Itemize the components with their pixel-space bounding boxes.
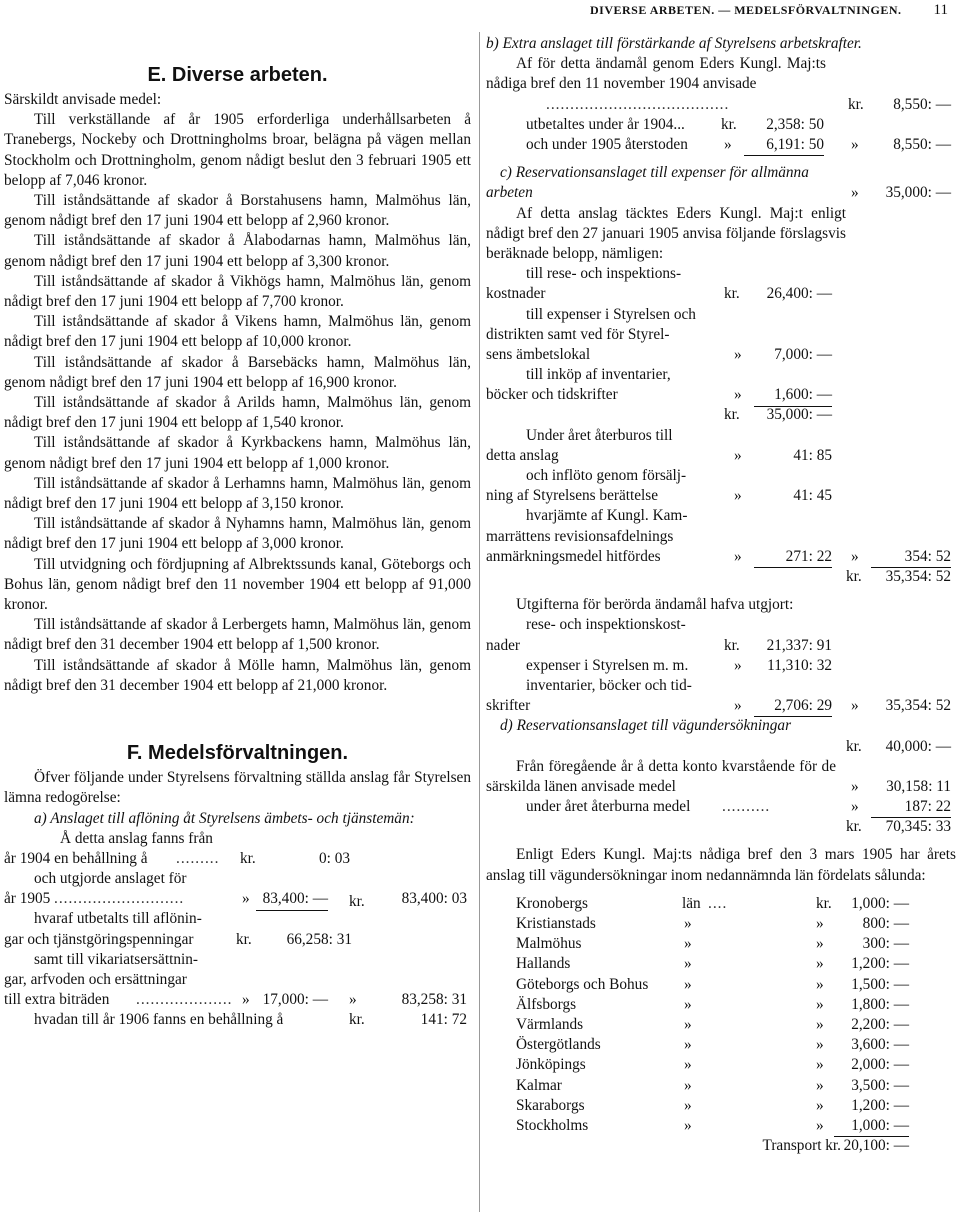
ledger-label: inventarier, böcker och tid- <box>526 676 692 694</box>
section-f-title: F. Medelsförvaltningen. <box>126 742 349 765</box>
lan-row <box>486 934 956 954</box>
paragraph: Till iståndsättande af skador å Vikens hamn, Malmöhus län, genom nådigt bref den 17 juni 1904 ett belopp af 10,000 kronor. <box>4 313 471 351</box>
ledger-amount: 2,358: 50 <box>766 115 824 133</box>
ledger-row-final <box>4 1010 471 1030</box>
ledger-label: hvarjämte af Kungl. Kam- <box>526 507 688 525</box>
paragraph: Till verkställande af år 1905 erforderliga underhållsarbeten å Tranebergs, Nockeby och Drottningholms broar, belägna på vägen mellan Stockholm och Drottningholm, genom nådigt beslut den 3 februari 1905 ett belopp af 7,046 kronor. <box>4 111 471 189</box>
ledger-sym: » <box>734 487 742 505</box>
ledger-line <box>486 676 956 696</box>
lan-sym: » <box>684 1036 692 1054</box>
ledger-line <box>486 696 956 716</box>
lan-amount: 1,500: — <box>851 975 909 993</box>
lan-amount: 800: — <box>862 915 909 933</box>
transport-amount: 20,100: — <box>843 1137 909 1155</box>
paragraph: Enligt Eders Kungl. Maj:ts nådiga bref den 3 mars 1905 har årets anslag till vägundersökningar inom nedannämnda län fördelats sålunda: <box>486 846 956 884</box>
ledger-kr: kr. <box>349 893 365 911</box>
lan-sym: » <box>816 1116 824 1134</box>
ledger-sym: » <box>734 386 742 404</box>
ledger-total: 70,345: 33 <box>885 818 951 836</box>
ledger-kr: kr. <box>349 1011 365 1029</box>
ledger-label: utbetaltes under år 1904... <box>526 115 685 133</box>
subsection-c-heading: c) Reservationsanslaget till expenser för allmänna arbeten <box>486 164 809 202</box>
ledger-sym: » <box>349 991 357 1009</box>
lan-sym: » <box>684 955 692 973</box>
lan-sym: » <box>684 1016 692 1034</box>
column-divider <box>479 32 480 1212</box>
lan-name: Kalmar <box>516 1076 562 1094</box>
lan-name: Östergötlands <box>516 1036 601 1054</box>
lan-sym: » <box>684 1116 692 1134</box>
left-column <box>4 62 471 1031</box>
lan-sym: » <box>816 915 824 933</box>
lan-row <box>486 1116 956 1136</box>
lan-sym: » <box>684 935 692 953</box>
ledger-row <box>486 115 956 135</box>
ledger-label: år 1904 en behållning å <box>4 849 148 867</box>
ledger-line <box>486 385 956 405</box>
ledger-row <box>4 930 471 950</box>
ledger-line <box>486 506 956 526</box>
lan-name: Skaraborgs <box>516 1096 585 1114</box>
ledger-sym: » <box>734 656 742 674</box>
ledger-kr: kr. <box>724 636 740 654</box>
lan-sym: kr. <box>816 894 832 912</box>
ledger-label: ning af Styrelsens berättelse <box>486 487 659 505</box>
lan-amount: 3,600: — <box>851 1036 909 1054</box>
lan-sym: » <box>816 1016 824 1034</box>
lan-name: Jönköpings <box>516 1056 586 1074</box>
ledger-line <box>486 325 956 345</box>
paragraph: Från föregående år å detta konto kvarstående för de särskilda länen anvisade medel <box>486 757 836 795</box>
lan-sym: » <box>816 1036 824 1054</box>
paragraph: Till iståndsättande af skador å Barsebäcks hamn, Malmöhus län, genom nådigt bref den 17 juni 1904 ett belopp af 16,900 kronor. <box>4 353 471 391</box>
ledger-total: 8,550: — <box>893 95 951 113</box>
ledger-label: kostnader <box>486 285 546 303</box>
ledger-sym: » <box>851 777 859 795</box>
lan-sym: » <box>684 975 692 993</box>
ledger-total: 141: 72 <box>420 1011 467 1029</box>
ledger-kr: kr. <box>846 818 862 836</box>
paragraph: Till iståndsättande af skador å Mölle hamn, Malmöhus län, genom nådigt bref den 31 december 1904 ett belopp af 21,000 kronor. <box>4 656 471 694</box>
ledger-line <box>486 345 956 365</box>
ledger-sum <box>486 817 956 837</box>
ledger-total: 8,550: — <box>893 135 951 153</box>
ledger-kr: kr. <box>724 285 740 303</box>
paragraph: Af detta anslag täcktes Eders Kungl. Maj:t enligt nådigt bref den 27 januari 1905 anvisa följande förslagsvis beräknade belopp, nämligen: <box>486 204 846 262</box>
ledger-total: 30,158: 11 <box>886 777 951 795</box>
ledger-total: 35,354: 52 <box>885 567 951 585</box>
ledger-label: nader <box>486 636 520 654</box>
lan-name: Älfsborgs <box>516 995 577 1013</box>
ledger-label: böcker och tidskrifter <box>486 386 618 404</box>
lan-name: Hallands <box>516 955 571 973</box>
ledger-total: 83,400: 03 <box>401 890 467 908</box>
lan-sym: » <box>816 955 824 973</box>
ledger-amount: 26,400: — <box>766 285 832 303</box>
ledger-label: och inflöto genom försälj- <box>526 467 687 485</box>
ledger-text: samt till vikariatsersättnin- <box>34 950 198 968</box>
page-header: DIVERSE ARBETEN. — MEDELSFÖRVALTNINGEN. 11 <box>590 2 948 18</box>
lan-sym: » <box>816 1096 824 1114</box>
ledger-sym: » <box>734 446 742 464</box>
ledger-amount: 271: 22 <box>754 547 832 568</box>
ledger-total: 35,000: — <box>885 184 951 202</box>
ledger-sym: » <box>724 135 732 153</box>
ledger-total: 354: 52 <box>871 547 951 568</box>
ledger-text: Å detta anslag fanns från <box>60 829 213 847</box>
lan-row <box>486 894 956 914</box>
lan-name: Stockholms <box>516 1116 589 1134</box>
lan-sym: » <box>684 995 692 1013</box>
lan-name: Kristianstads <box>516 915 596 933</box>
ledger-amount: 35,000: — <box>766 406 832 424</box>
ledger-text: gar, arfvoden och ersättningar <box>4 971 187 989</box>
ledger-sym: » <box>851 697 859 715</box>
ledger-total: 187: 22 <box>871 797 951 818</box>
ledger-row: ...................................... kr. 8,550: — <box>486 95 956 115</box>
lan-amount: 3,500: — <box>851 1076 909 1094</box>
ledger-total: 40,000: — <box>885 737 951 755</box>
ledger-text: hvaraf utbetalts till aflönin- <box>34 910 202 928</box>
lan-amount: 300: — <box>862 935 909 953</box>
ledger-amount: 21,337: 91 <box>766 636 832 654</box>
ledger-amount: 11,310: 32 <box>767 656 832 674</box>
lan-amount: 2,000: — <box>851 1056 909 1074</box>
lan-amount: 1,200: — <box>851 955 909 973</box>
ledger-line <box>486 305 956 325</box>
lan-row <box>486 954 956 974</box>
paragraph-f-intro: Öfver följande under Styrelsens förvaltning ställda anslag får Styrelsen lämna redogörelse: <box>4 769 471 807</box>
ledger-sym: » <box>242 890 250 908</box>
ledger-line <box>486 446 956 466</box>
lan-name: Värmlands <box>516 1016 584 1034</box>
paragraph: Till iståndsättande af skador å Lerhamns hamn, Malmöhus län, genom nådigt bref den 17 juni 1904 ett belopp af 3,150 kronor. <box>4 474 471 513</box>
ledger-label: gar och tjänstgöringspenningar <box>4 930 194 948</box>
ledger-label: år 1905 <box>4 890 51 908</box>
ledger-amount: 66,258: 31 <box>286 930 352 948</box>
ledger-kr: kr. <box>846 567 862 585</box>
ledger-row: till extra biträden .................... » 17,000: — » 83,258: 31 <box>4 990 471 1010</box>
lan-sym: » <box>684 1056 692 1074</box>
ledger-label: skrifter <box>486 697 531 715</box>
paragraph: Af för detta ändamål genom Eders Kungl. Maj:ts nådiga bref den 11 november 1904 anvisade <box>486 55 826 93</box>
ledger-row: under året återburna medel .......... » 187: 22 <box>486 797 956 817</box>
ledger-amount: 41: 85 <box>793 446 832 464</box>
lan-row <box>486 975 956 995</box>
right-column <box>486 34 956 1156</box>
ledger-line <box>486 527 956 547</box>
ledger-text: och utgjorde anslaget för <box>34 870 187 888</box>
ledger-label: rese- och inspektionskost- <box>526 616 686 634</box>
ledger-amount: 17,000: — <box>262 991 328 1009</box>
ledger-line <box>486 547 956 567</box>
ledger-line <box>486 426 956 446</box>
paragraph: Till iståndsättande af skador å Vikhögs hamn, Malmöhus län, genom nådigt bref den 17 juni 1904 ett belopp af 7,700 kronor. <box>4 272 471 311</box>
ledger-line <box>486 365 956 385</box>
lan-list <box>486 894 956 1136</box>
ledger-label: expenser i Styrelsen m. m. <box>526 656 689 674</box>
lan-amount: 1,000: — <box>851 894 909 912</box>
ledger-sym: » <box>734 547 742 565</box>
ledger-kr: kr. <box>236 930 252 948</box>
ledger-label: anmärkningsmedel hitfördes <box>486 547 661 565</box>
ledger-label: till expenser i Styrelsen och <box>526 305 696 323</box>
lan-sym: » <box>684 1096 692 1114</box>
ledger-label: detta anslag <box>486 446 559 464</box>
ledger-line <box>486 636 956 656</box>
ledger-sym: » <box>851 184 859 202</box>
leader-dots: .... <box>708 894 728 912</box>
ledger-row: år 1905 ........................... » 83,400: — kr. 83,400: 03 <box>4 889 471 909</box>
ledger-label: Under året återburos till <box>526 426 673 444</box>
lan-sym: » <box>816 935 824 953</box>
paragraph: Till iståndsättande af skador å Arilds hamn, Malmöhus län, genom nådigt bref den 17 juni 1904 ett belopp af 1,540 kronor. <box>4 394 471 432</box>
transport-row <box>486 1136 956 1156</box>
paragraph: Till iståndsättande af skador å Lerbergets hamn, Malmöhus län, genom nådigt bref den 31 december 1904 ett belopp af 1,500 kronor. <box>4 616 471 654</box>
ledger-label: till extra biträden <box>4 991 110 1009</box>
lan-row <box>486 1096 956 1116</box>
paragraph: Till iståndsättande af skador å Borstahusens hamn, Malmöhus län, genom nådigt bref den 17 juni 1904 ett belopp af 2,960 kronor. <box>4 192 471 230</box>
lan-sym: » <box>816 995 824 1013</box>
ledger-line <box>486 615 956 635</box>
ledger-amount: 83,400: — <box>256 889 328 910</box>
ledger-kr: kr. <box>846 737 862 755</box>
lan-sym: » <box>816 1076 824 1094</box>
lan-sym: » <box>816 1056 824 1074</box>
lan-amount: 1,000: — <box>834 1116 909 1137</box>
ledger-total: 35,354: 52 <box>885 697 951 715</box>
lan-row <box>486 1076 956 1096</box>
ledger-sym: » <box>734 697 742 715</box>
subsection-d-heading-row <box>486 716 956 756</box>
ledger-amount: 41: 45 <box>793 487 832 505</box>
subsection-c-heading-row <box>486 163 956 203</box>
ledger-label: hvadan till år 1906 fanns en behållning å <box>34 1011 284 1029</box>
lan-sym: län <box>682 894 701 912</box>
ledger-label: marrättens revisionsafdelnings <box>486 527 674 545</box>
paragraph: Utgifterna för berörda ändamål hafva utgjort: <box>516 596 794 614</box>
ledger-amount: 7,000: — <box>774 345 832 363</box>
ledger-total: 83,258: 31 <box>401 991 467 1009</box>
ledger-sum <box>486 405 956 425</box>
paragraph: Till iståndsättande af skador å Kyrkbackens hamn, Malmöhus län, genom nådigt bref den 17 juni 1904 ett belopp af 1,000 kronor. <box>4 434 471 472</box>
ledger-sym: » <box>734 345 742 363</box>
ledger-amount: 2,706: 29 <box>754 696 832 717</box>
ledger-line <box>486 264 956 284</box>
ledger-sym: » <box>242 991 250 1009</box>
ledger-line <box>486 656 956 676</box>
lan-name: Göteborgs och Bohus <box>516 975 649 993</box>
lan-amount: 2,200: — <box>851 1016 909 1034</box>
ledger-sym: » <box>851 798 859 816</box>
transport-label: Transport kr. <box>762 1137 841 1155</box>
subsection-b-heading: b) Extra anslaget till förstärkande af Styrelsens arbetskrafter. <box>486 35 862 52</box>
ledger-row <box>486 777 956 797</box>
ledger-label: distrikten samt ved för Styrel- <box>486 325 670 343</box>
ledger-label: och under 1905 återstoden <box>526 135 688 153</box>
ledger-row <box>486 135 956 155</box>
ledger-sym: » <box>851 135 859 153</box>
ledger-kr: kr. <box>724 406 740 424</box>
lan-amount: 1,800: — <box>851 995 909 1013</box>
lan-name: Malmöhus <box>516 935 582 953</box>
ledger-sym: » <box>851 547 859 565</box>
ledger-label: sens ämbetslokal <box>486 345 591 363</box>
ledger-row: år 1904 en behållning å ......... kr. 0: 03 <box>4 849 471 869</box>
ledger-kr: kr. <box>848 95 864 113</box>
ledger-line <box>486 486 956 506</box>
ledger-label: till inköp af inventarier, <box>526 366 671 384</box>
paragraph: Till utvidgning och fördjupning af Albrektssunds kanal, Göteborgs och Bohus län, genom nådigt bref den 11 november 1904 ett belopp af 91,000 kronor. <box>4 555 471 614</box>
ledger-kr: kr. <box>721 115 737 133</box>
ledger-kr: kr. <box>240 849 256 867</box>
section-e-title: E. Diverse arbeten. <box>147 64 328 86</box>
ledger-sum <box>486 567 956 587</box>
lan-sym: » <box>816 975 824 993</box>
page-number: 11 <box>933 2 948 18</box>
paragraph-intro: Särskildt anvisade medel: <box>4 91 162 108</box>
lan-amount: 1,200: — <box>851 1096 909 1114</box>
paragraph: Till iståndsättande af skador å Nyhamns hamn, Malmöhus län, genom nådigt bref den 17 juni 1904 ett belopp af 3,000 kronor. <box>4 515 471 553</box>
subsection-d-heading: d) Reservationsanslaget till vägundersökningar <box>500 717 792 735</box>
ledger-amount: 0: 03 <box>318 849 350 867</box>
lan-row <box>486 1035 956 1055</box>
ledger-amount: 6,191: 50 <box>744 135 824 156</box>
ledger-label: till rese- och inspektions- <box>526 265 682 283</box>
ledger-amount: 1,600: — <box>754 385 832 406</box>
lan-sym: » <box>684 1076 692 1094</box>
lan-row <box>486 1015 956 1035</box>
subsection-a-heading: a) Anslaget till aflöning åt Styrelsens ämbets- och tjänstemän: <box>34 809 415 827</box>
ledger-label: under året återburna medel <box>526 798 691 816</box>
lan-row <box>486 1055 956 1075</box>
paragraph: Till iståndsättande af skador å Ålabodarnas hamn, Malmöhus län, genom nådigt bref den 17 juni 1904 ett belopp af 3,300 kronor. <box>4 232 471 270</box>
lan-row <box>486 914 956 934</box>
ledger-line <box>486 466 956 486</box>
lan-sym: » <box>684 915 692 933</box>
lan-name: Kronobergs <box>516 894 588 912</box>
ledger-line <box>486 284 956 304</box>
lan-row <box>486 995 956 1015</box>
